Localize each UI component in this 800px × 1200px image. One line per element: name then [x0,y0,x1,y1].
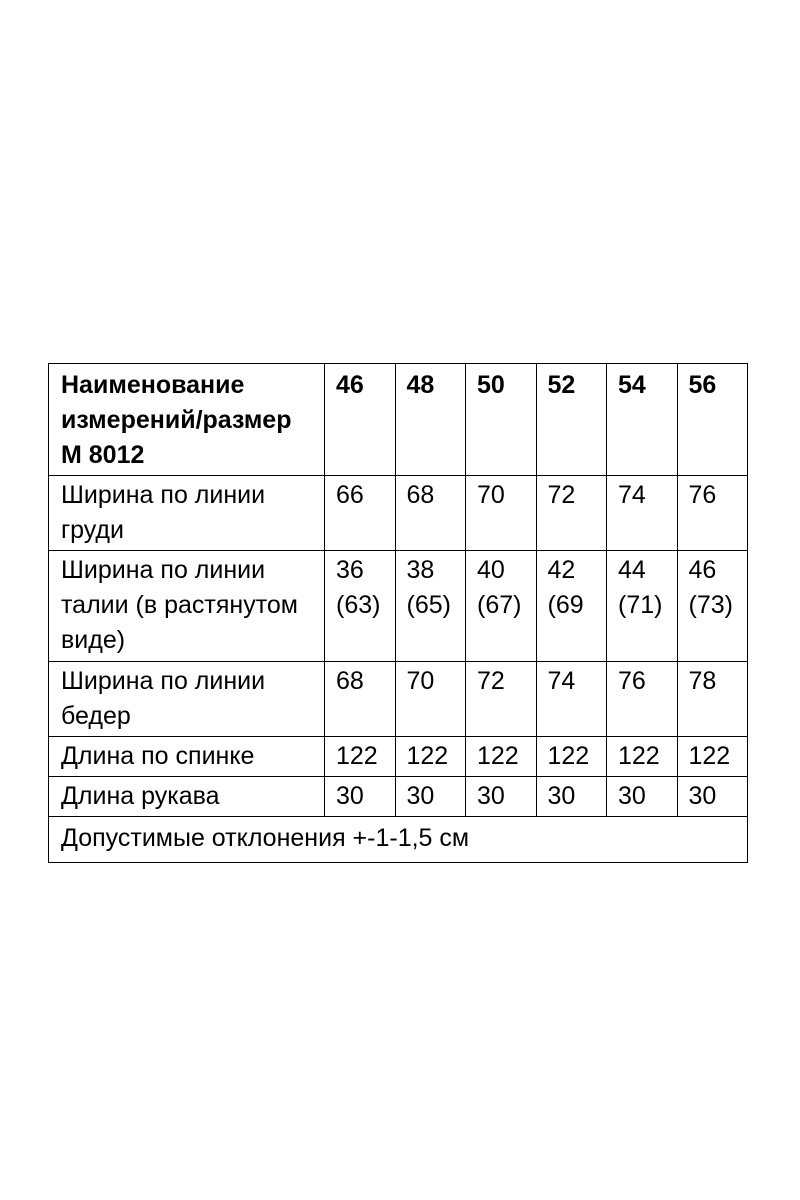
header-size-cell: 50 [466,364,537,476]
row-value-cell: 36 (63) [325,551,396,662]
row-value-cell: 30 [536,777,607,817]
row-value-cell: 30 [395,777,466,817]
table-row-hip-width [49,662,748,737]
row-value-cell: 68 [395,476,466,551]
row-value-cell: 122 [677,737,748,777]
row-value-cell: 70 [395,662,466,737]
row-value-cell: 122 [607,737,678,777]
row-value-cell: 30 [466,777,537,817]
header-size-cell: 48 [395,364,466,476]
row-value-cell: 30 [677,777,748,817]
row-value-cell: 78 [677,662,748,737]
row-value-cell: 30 [607,777,678,817]
row-value-cell: 122 [536,737,607,777]
table-row-sleeve-length [49,777,748,817]
table-row-waist-width [49,551,748,662]
table-row-chest-width [49,476,748,551]
size-chart-table [48,363,748,863]
row-value-cell: 72 [466,662,537,737]
row-value-cell: 122 [325,737,396,777]
row-value-cell: 76 [677,476,748,551]
header-size-cell: 52 [536,364,607,476]
header-label-cell: Наименование измерений/размер М 8012 [49,364,325,476]
table-header-row [49,364,748,476]
row-value-cell: 68 [325,662,396,737]
row-value-cell: 46 (73) [677,551,748,662]
row-value-cell: 42 (69 [536,551,607,662]
header-size-cell: 46 [325,364,396,476]
row-value-cell: 66 [325,476,396,551]
row-value-cell: 122 [395,737,466,777]
row-value-cell: 38 (65) [395,551,466,662]
row-label-cell: Ширина по линии талии (в растянутом виде) [49,551,325,662]
row-value-cell: 74 [607,476,678,551]
row-label-cell: Длина по спинке [49,737,325,777]
row-value-cell: 76 [607,662,678,737]
row-value-cell: 40 (67) [466,551,537,662]
header-size-cell: 56 [677,364,748,476]
table-footer-row [49,817,748,863]
row-value-cell: 44 (71) [607,551,678,662]
row-label-cell: Ширина по линии груди [49,476,325,551]
row-label-cell: Ширина по линии бедер [49,662,325,737]
row-value-cell: 30 [325,777,396,817]
row-value-cell: 70 [466,476,537,551]
table-row-back-length [49,737,748,777]
row-value-cell: 74 [536,662,607,737]
row-value-cell: 122 [466,737,537,777]
tolerance-note: Допустимые отклонения +-1-1,5 см [49,817,748,863]
row-label-cell: Длина рукава [49,777,325,817]
header-size-cell: 54 [607,364,678,476]
row-value-cell: 72 [536,476,607,551]
